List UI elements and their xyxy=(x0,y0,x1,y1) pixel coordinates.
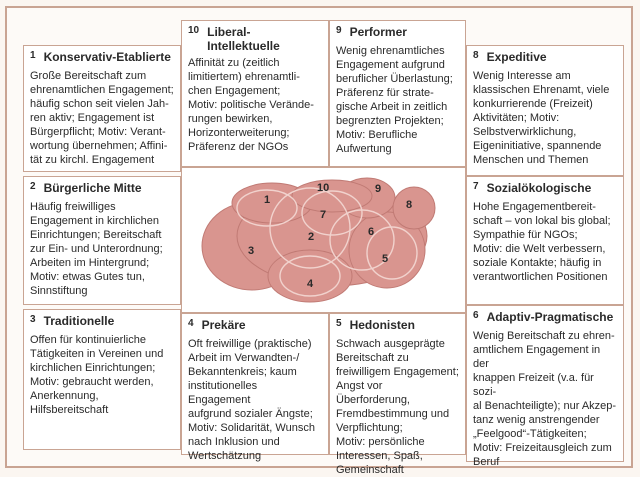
milieu-title: Traditionelle xyxy=(43,314,115,328)
milieu-description: Offen für kontinuierliche Tätigkeiten in Vereinen und kirchlichen Einrichtungen; Motiv: gebraucht werden, Anerkennung, Hilfsbereitschaft xyxy=(30,334,164,416)
map-label-3: 3 xyxy=(248,245,255,257)
milieu-description: Wenig ehrenamtliches Engagement aufgrund beruflicher Überlastung; Präferenz für strate- gische Arbeit in zeitlich begrenzten Projekten; Motiv: Berufliche Aufwertung xyxy=(336,45,453,155)
milieu-map-panel xyxy=(181,167,466,313)
map-label-7: 7 xyxy=(320,209,327,221)
milieu-description: Häufig freiwilliges Engagement in kirchlichen Einrichtungen; Bereitschaft zur Ein- und Unterordnung; Arbeiten im Hintergrund; Motiv: etwas Gutes tun, Sinnstiftung xyxy=(30,201,163,297)
milieu-box-adaptiv-pragmatische xyxy=(466,305,624,468)
milieu-number: 8 xyxy=(473,50,479,61)
milieu-box-liberal-intellektuelle xyxy=(181,20,329,167)
milieu-description: Oft freiwillige (praktische) Arbeit im Verwandten-/ Bekanntenkreis; kaum institutionelles Engagement aufgrund sozialer Ängste; Motiv: Solidarität, Wunsch nach Inklusion und Wertschätzung xyxy=(188,338,315,462)
milieu-number: 7 xyxy=(473,181,479,192)
milieu-box-buergerliche-mitte xyxy=(23,176,181,305)
milieu-title: Sozialökologische xyxy=(486,181,592,195)
milieu-title: Performer xyxy=(349,25,407,39)
milieu-box-hedonisten xyxy=(329,313,466,476)
milieu-box-expeditive xyxy=(466,45,624,176)
milieu-title: Prekäre xyxy=(201,318,246,332)
milieu-title: Bürgerliche Mitte xyxy=(43,181,142,195)
milieu-box-traditionelle xyxy=(23,309,181,450)
map-label-9: 9 xyxy=(375,183,382,195)
milieu-number: 9 xyxy=(336,25,342,36)
milieu-box-performer xyxy=(329,20,466,167)
milieu-description: Hohe Engagementbereit- schaft – von lokal bis global; Sympathie für NGOs; Motiv: die Welt verbessern, soziale Kontakte; häufig in verantwortlichen Positionen xyxy=(473,201,611,283)
milieu-description: Affinität zu (zeitlich limitiertem) ehrenamtli- chen Engagement; Motiv: politische Verände- rungen bewirken, Horizonterweiterung; Präferenz der NGOs xyxy=(188,57,314,153)
milieu-map xyxy=(182,168,467,314)
milieu-number: 6 xyxy=(473,310,479,321)
map-label-8: 8 xyxy=(406,199,413,211)
milieu-description: Große Bereitschaft zum ehrenamtlichen Engagement; häufig schon seit vielen Jah- ren aktiv; Engagement ist Bürgerpflicht; Motiv: Verant- wortung übernehmen; Affini- tät zu kirchl. Engagement xyxy=(30,70,174,166)
milieu-number: 3 xyxy=(30,314,36,325)
milieu-number: 1 xyxy=(30,50,36,61)
milieu-number: 2 xyxy=(30,181,36,192)
map-label-1: 1 xyxy=(264,194,271,206)
map-label-2: 2 xyxy=(308,231,315,243)
milieu-box-prekaere xyxy=(181,313,329,462)
milieu-title: Konservativ-Etablierte xyxy=(43,50,171,64)
milieu-title: Hedonisten xyxy=(349,318,415,332)
milieu-box-sozialoekologische xyxy=(466,176,624,305)
milieu-box-konservativ-etablierte xyxy=(23,45,181,172)
map-label-5: 5 xyxy=(382,253,389,265)
milieu-number: 5 xyxy=(336,318,342,329)
milieu-description: Wenig Bereitschaft zu ehren- amtlichem Engagement in der knappen Freizeit (v.a. für sozi- al Benachteiligte); nur Akzep- tanz wenig anstrengender „Feelgood“-Tätigkeiten; Motiv: Freizeitausgleich zum Beruf xyxy=(473,330,617,468)
milieu-title: Expeditive xyxy=(486,50,547,64)
map-label-4: 4 xyxy=(307,278,314,290)
milieu-description: Schwach ausgeprägte Bereitschaft zu freiwilligem Engagement; Angst vor Überforderung, Fremdbestimmung und Verpflichtung; Motiv: persönliche Interessen, Spaß, Gemeinschaft xyxy=(336,338,459,476)
milieu-blob xyxy=(202,178,435,302)
milieu-title: Liberal-Intellektuelle xyxy=(207,25,280,53)
map-label-6: 6 xyxy=(368,226,375,238)
milieu-title: Adaptiv-Pragmatische xyxy=(486,310,614,324)
milieu-number: 10 xyxy=(188,25,200,36)
milieu-description: Wenig Interesse am klassischen Ehrenamt, viele konkurrierende (Freizeit) Aktivitäten; Motiv: Selbstverwirklichung, Eigeninitiative, spannende Menschen und Themen xyxy=(473,70,610,166)
map-label-10: 10 xyxy=(317,182,330,194)
milieu-number: 4 xyxy=(188,318,194,329)
